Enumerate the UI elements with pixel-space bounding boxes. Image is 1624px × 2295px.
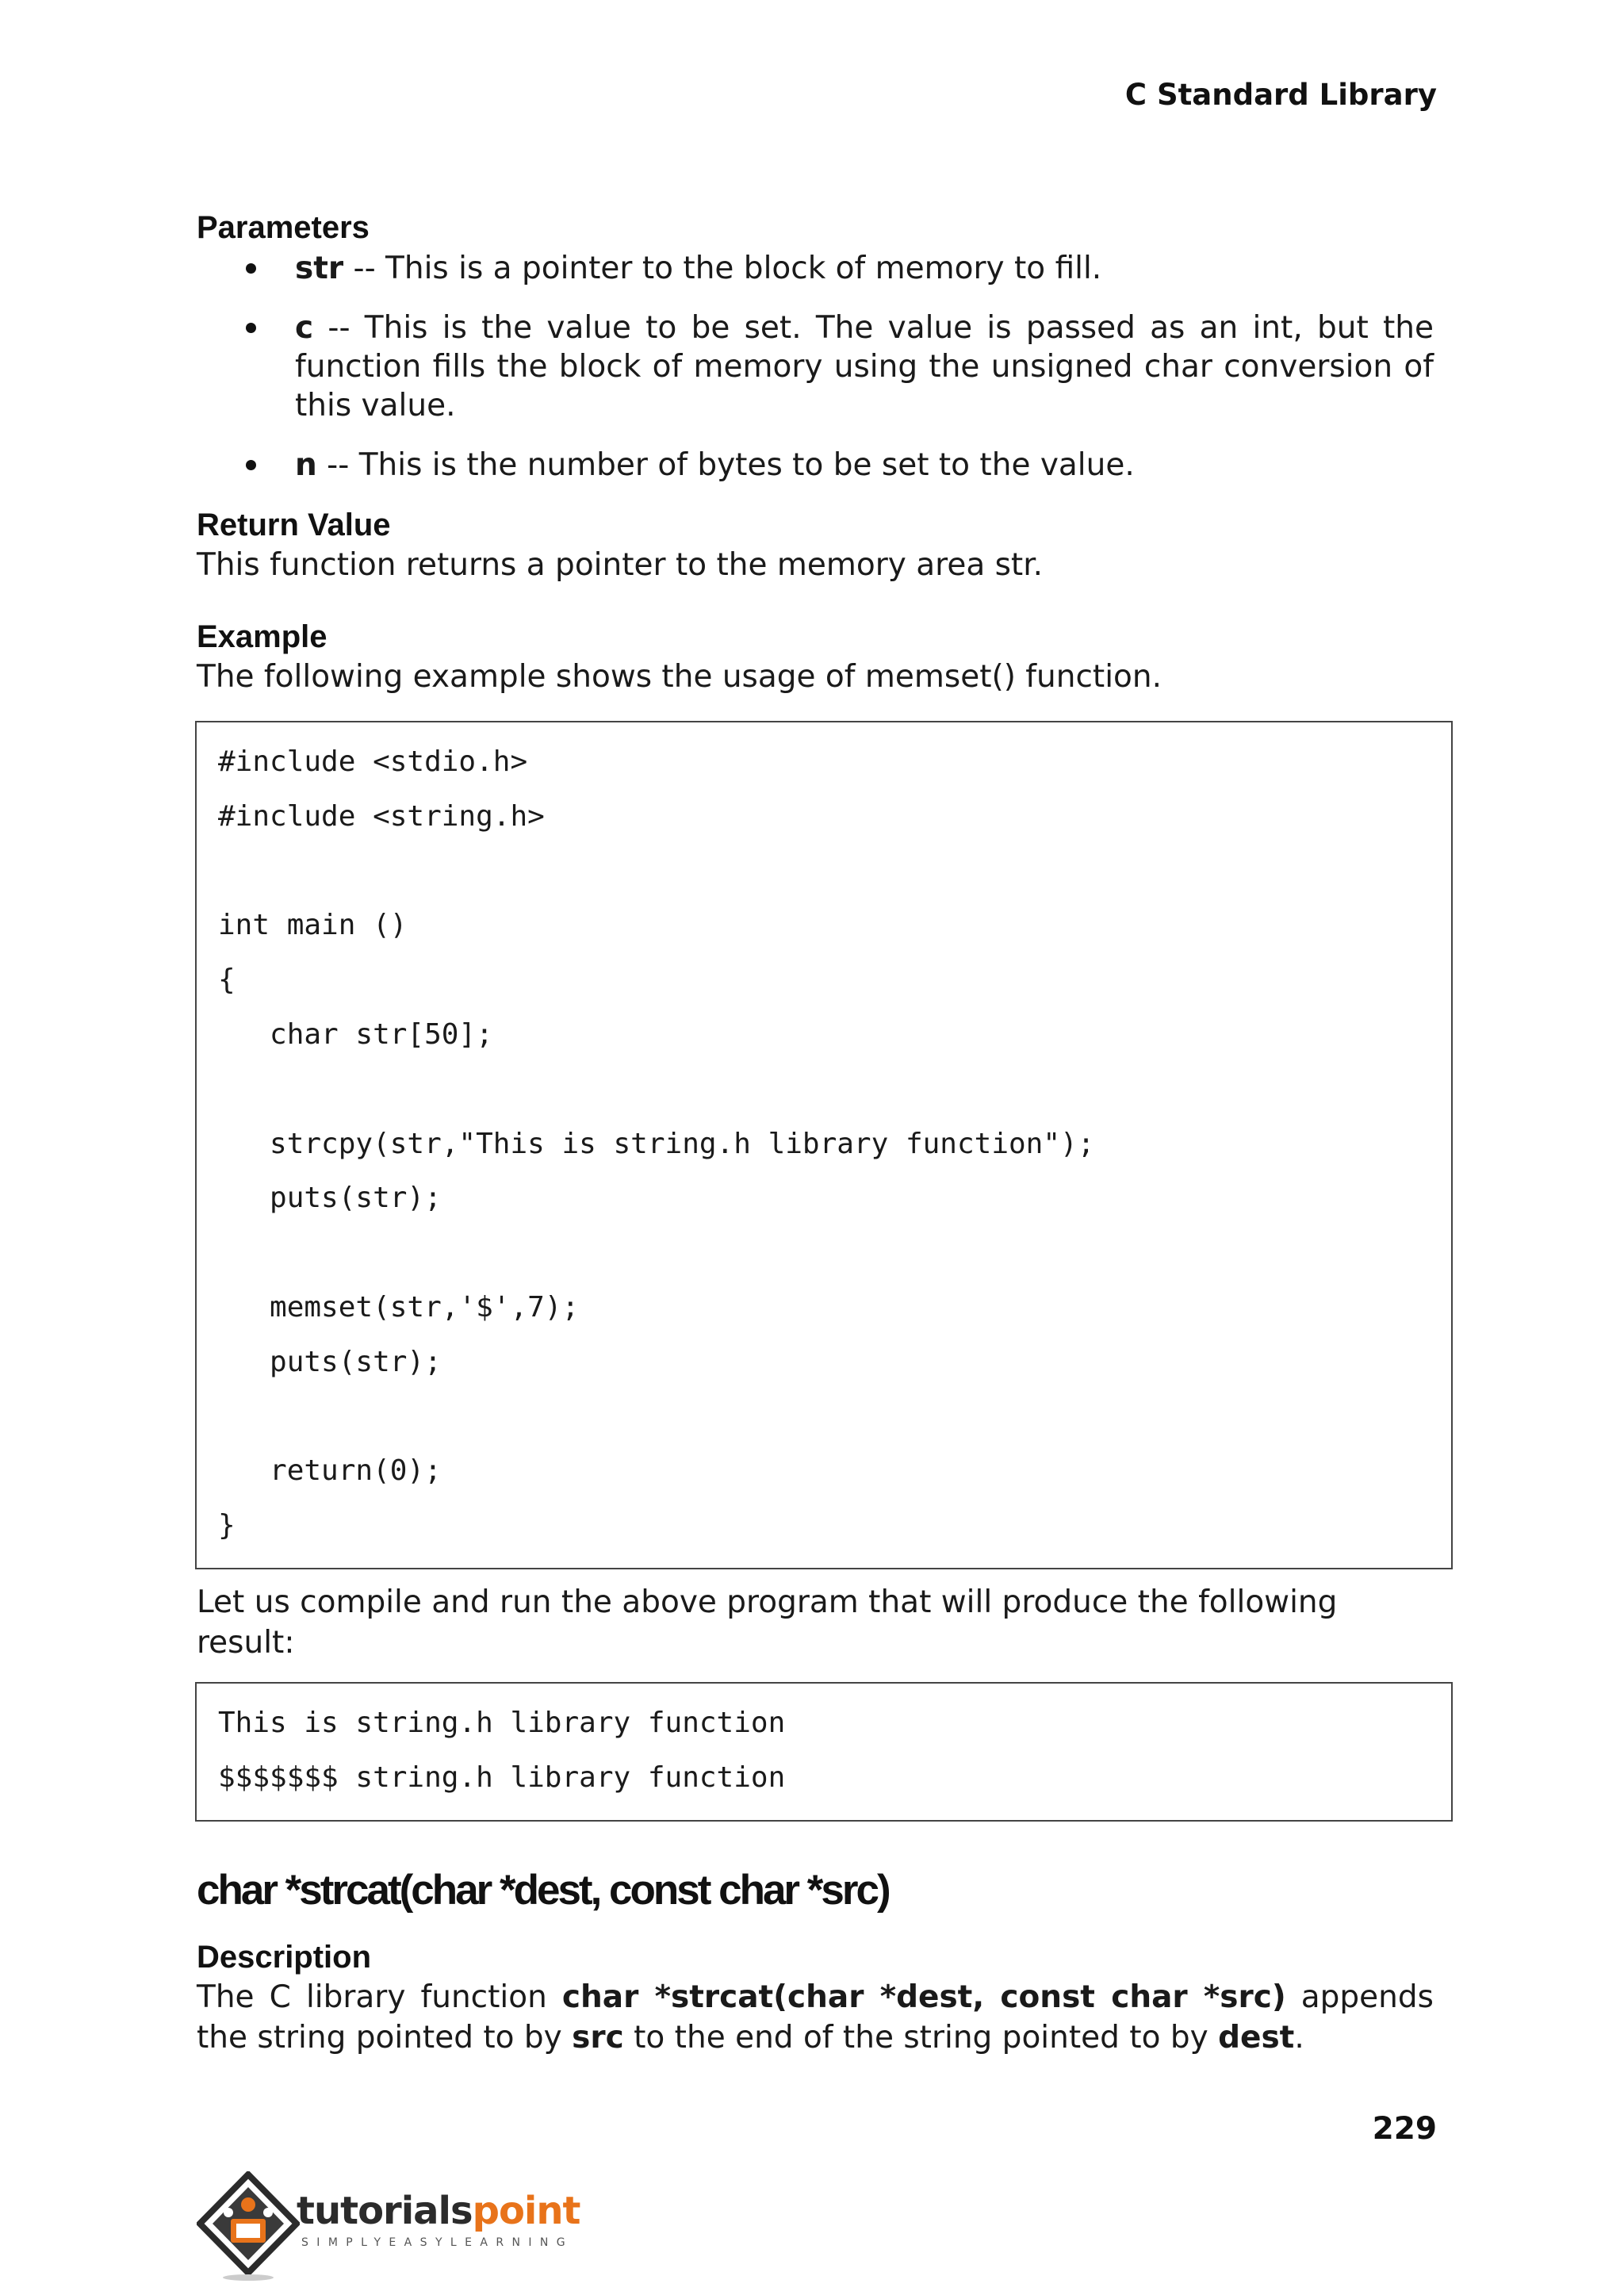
code-line: {: [218, 964, 236, 997]
code-line: return(0);: [218, 1454, 442, 1488]
description-part: to the end of the string pointed to by: [623, 2019, 1219, 2056]
code-line: [218, 845, 1451, 899]
code-line: strcpy(str,"This is string.h library function");: [218, 1127, 1095, 1160]
return-value-text: This function returns a pointer to the memory area str.: [197, 547, 1044, 583]
parameter-name: n: [295, 447, 317, 483]
parameter-name: str: [295, 251, 344, 286]
code-line: memset(str,'$',7);: [218, 1290, 580, 1324]
code-line: int main (): [218, 909, 408, 942]
description-part: appends the string pointed to by: [197, 1979, 1434, 2056]
code-line: puts(str);: [218, 1345, 442, 1378]
return-value-heading: Return Value: [197, 508, 391, 542]
parameter-item: [197, 308, 1434, 425]
code-line: #include <string.h>: [218, 799, 545, 833]
example-heading: Example: [197, 619, 327, 654]
output-line: $$$$$$$ string.h library function: [218, 1761, 786, 1794]
code-line: [218, 1390, 1451, 1445]
page-number: 229: [1372, 2111, 1437, 2147]
tutorialspoint-logo: [197, 2171, 580, 2282]
code-line: [218, 1063, 1451, 1117]
description-part: dest: [1218, 2019, 1295, 2056]
function-title: char *strcat(char *dest, const char *src): [197, 1866, 889, 1914]
description-heading: Description: [197, 1939, 372, 1975]
logo-word-tutorials: tutorials: [297, 2189, 473, 2233]
parameter-item: [197, 249, 1434, 288]
result-text: Let us compile and run the above program that will produce the following result:: [197, 1584, 1338, 1661]
parameter-description: -- This is the number of bytes to be set to the value.: [316, 447, 1135, 483]
output-line: This is string.h library function: [218, 1706, 786, 1739]
code-line: puts(str);: [218, 1182, 442, 1215]
description-part: .: [1294, 2019, 1304, 2056]
running-header: C Standard Library: [1124, 78, 1437, 112]
logo-tagline: SIMPLYEASYLEARNING: [301, 2236, 573, 2249]
parameter-description: -- This is the value to be set. The value is passed as an int, but the function fills the block of memory using the unsigned char conversion of this value.: [295, 310, 1434, 423]
code-line: char str[50];: [218, 1017, 493, 1051]
page-content: [197, 208, 1434, 2058]
parameter-description: -- This is a pointer to the block of memory to fill.: [343, 251, 1102, 286]
example-code-block: [195, 721, 1453, 1569]
example-text: The following example shows the usage of memset() function.: [197, 659, 1162, 695]
parameters-heading: Parameters: [197, 210, 370, 245]
parameter-name: c: [295, 310, 314, 346]
parameter-item: [197, 446, 1434, 485]
parameters-list: [197, 249, 1434, 485]
logo-wordmark: [297, 2189, 580, 2233]
description-part: The C library function: [197, 1979, 562, 2015]
output-block: [195, 1682, 1453, 1822]
code-line: [218, 1226, 1451, 1281]
bullet-icon: [246, 460, 256, 470]
bullet-icon: [246, 263, 256, 274]
description-text: [197, 1977, 1434, 2058]
code-line: }: [218, 1509, 236, 1542]
bullet-icon: [246, 323, 256, 333]
logo-mark-icon: [197, 2171, 300, 2282]
description-part: src: [572, 2019, 624, 2056]
logo-word-point: point: [472, 2189, 580, 2233]
description-part: char *strcat(char *dest, const char *src): [561, 1979, 1286, 2015]
code-line: #include <stdio.h>: [218, 745, 528, 778]
